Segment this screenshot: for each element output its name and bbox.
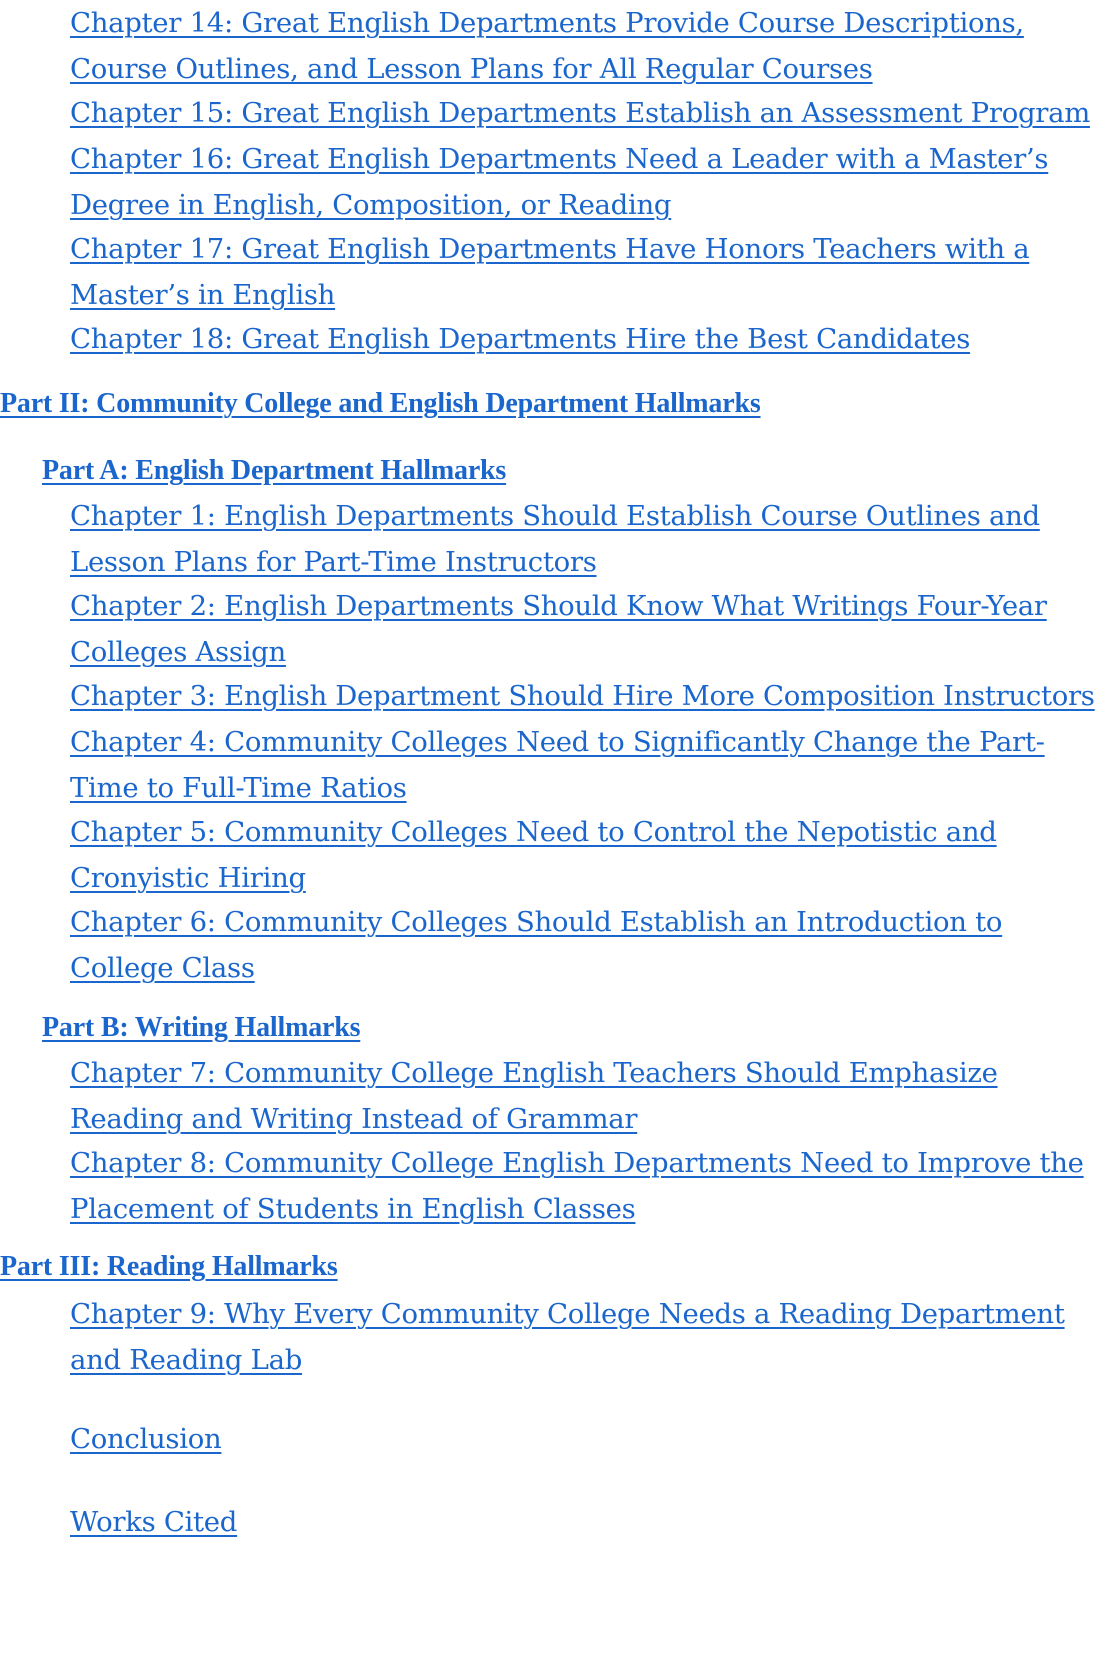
toc-link-part2-chapter-4[interactable]: Chapter 4: Community Colleges Need to Significantly Change the Part-Time to Full-Time Ratios <box>70 726 1045 804</box>
toc-link-works-cited[interactable]: Works Cited <box>70 1506 238 1538</box>
toc-link-chapter-15[interactable]: Chapter 15: Great English Departments Establish an Assessment Program <box>70 97 1090 129</box>
toc-link-chapter-14[interactable]: Chapter 14: Great English Departments Provide Course Descriptions, Course Outlines, and Lesson Plans for All Regular Courses <box>70 7 1024 85</box>
toc-link-part-b[interactable]: Part B: Writing Hallmarks <box>42 1012 361 1043</box>
toc-link-chapter-16[interactable]: Chapter 16: Great English Departments Need a Leader with a Master’s Degree in English, Composition, or Reading <box>70 143 1049 221</box>
toc-link-part2-chapter-7[interactable]: Chapter 7: Community College English Teachers Should Emphasize Reading and Writing Instead of Grammar <box>70 1057 998 1135</box>
toc-link-chapter-18[interactable]: Chapter 18: Great English Departments Hire the Best Candidates <box>70 323 971 355</box>
toc-link-chapter-17[interactable]: Chapter 17: Great English Departments Have Honors Teachers with a Master’s in English <box>70 233 1030 311</box>
toc-link-conclusion[interactable]: Conclusion <box>70 1423 222 1455</box>
toc-link-part-a[interactable]: Part A: English Department Hallmarks <box>42 455 507 486</box>
toc-link-part-iii[interactable]: Part III: Reading Hallmarks <box>0 1251 338 1282</box>
toc-link-part2-chapter-5[interactable]: Chapter 5: Community Colleges Need to Control the Nepotistic and Cronyistic Hiring <box>70 816 997 894</box>
toc-link-part-ii[interactable]: Part II: Community College and English Department Hallmarks <box>0 388 761 419</box>
toc-link-part2-chapter-3[interactable]: Chapter 3: English Department Should Hire More Composition Instructors <box>70 680 1095 712</box>
toc-link-part2-chapter-8[interactable]: Chapter 8: Community College English Departments Need to Improve the Placement of Students in English Classes <box>70 1147 1084 1225</box>
toc-link-part2-chapter-6[interactable]: Chapter 6: Community Colleges Should Establish an Introduction to College Class <box>70 906 1003 984</box>
toc-link-part2-chapter-1[interactable]: Chapter 1: English Departments Should Establish Course Outlines and Lesson Plans for Part-Time Instructors <box>70 500 1040 578</box>
toc-link-part3-chapter-9[interactable]: Chapter 9: Why Every Community College Needs a Reading Department and Reading Lab <box>70 1298 1065 1376</box>
toc-link-part2-chapter-2[interactable]: Chapter 2: English Departments Should Know What Writings Four-Year Colleges Assign <box>70 590 1047 668</box>
